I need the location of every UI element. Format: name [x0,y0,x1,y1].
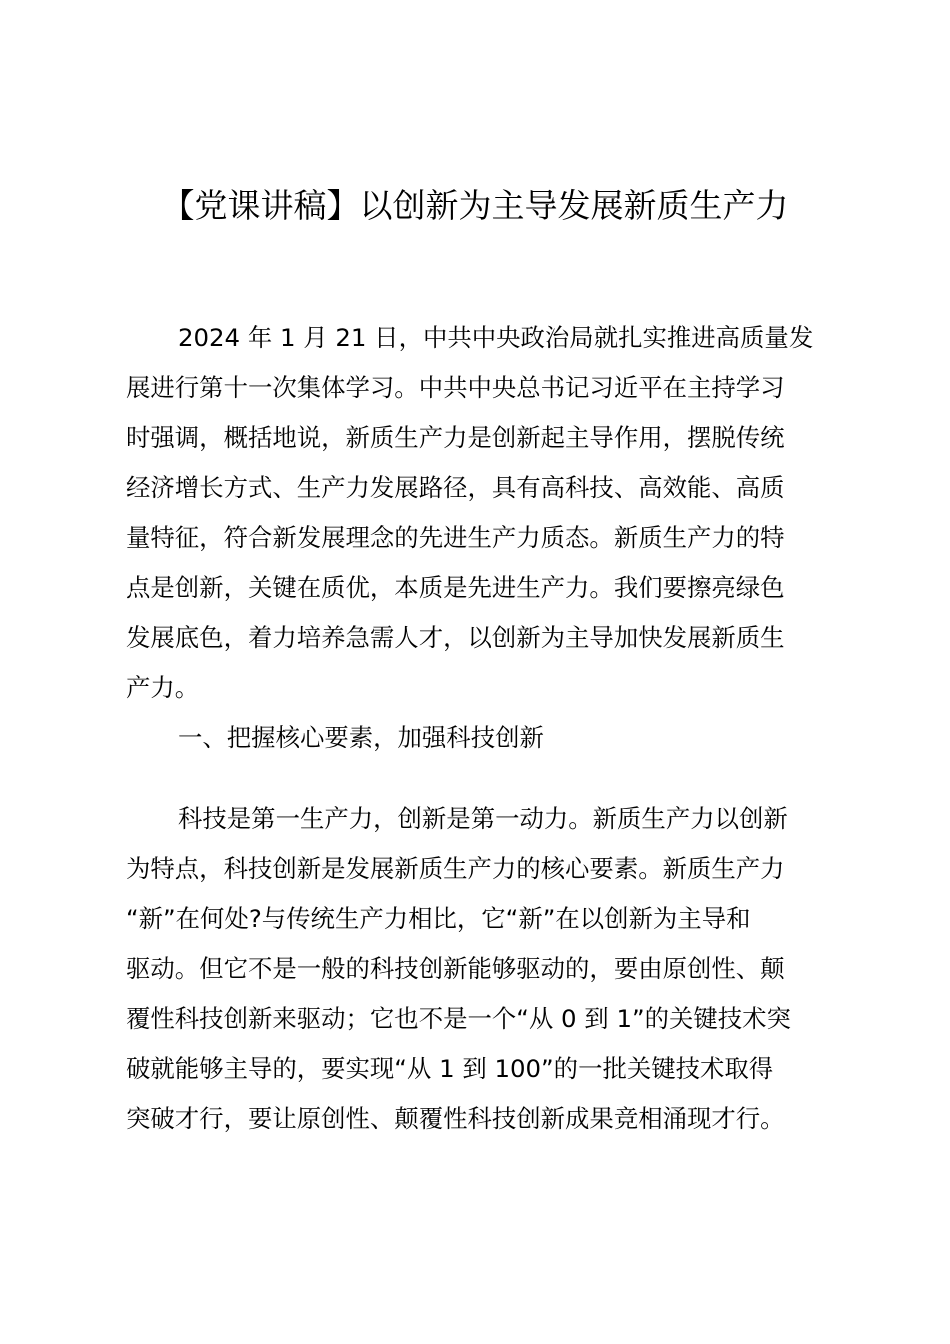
paragraph-line: “新”在何处?与传统生产力相比，它“新”在以创新为主导和 [126,904,751,933]
paragraph-line: 驱动。但它不是一般的科技创新能够驱动的，要由原创性、颠 [126,954,785,983]
paragraph-line: 产力。 [126,673,200,702]
section-heading [126,713,836,763]
paragraph-line: 科技是第一生产力，创新是第一动力。新质生产力以创新 [178,804,788,833]
document-title: 【党课讲稿】以创新为主导发展新质生产力 [161,186,789,225]
paragraph-line: 覆性科技创新来驱动；它也不是一个“从 0 到 1”的关键技术突 [126,1004,791,1033]
paragraph-intro [126,313,836,713]
paragraph-line: 经济增长方式、生产力发展路径，具有高科技、高效能、高质 [126,473,785,502]
paragraph-line: 2024 年 1 月 21 日，中共中央政治局就扎实推进高质量发 [178,323,814,352]
paragraph-line: 量特征，符合新发展理念的先进生产力质态。新质生产力的特 [126,523,785,552]
paragraph-line: 为特点，科技创新是发展新质生产力的核心要素。新质生产力 [126,854,785,883]
paragraph-line: 发展底色，着力培养急需人才，以创新为主导加快发展新质生 [126,623,785,652]
section-heading-text: 一、把握核心要素，加强科技创新 [178,723,544,752]
paragraph-line: 破就能够主导的，要实现“从 1 到 100”的一批关键技术取得 [126,1054,774,1083]
paragraph-line: 突破才行，要让原创性、颠覆性科技创新成果竞相涌现才行。 [126,1104,785,1133]
paragraph-line: 点是创新，关键在质优，本质是先进生产力。我们要擦亮绿色 [126,573,785,602]
paragraph-line: 展进行第十一次集体学习。中共中央总书记习近平在主持学习 [126,373,785,402]
paragraph-tech-innovation [126,794,836,1144]
paragraph-line: 时强调，概括地说，新质生产力是创新起主导作用，摆脱传统 [126,423,785,452]
